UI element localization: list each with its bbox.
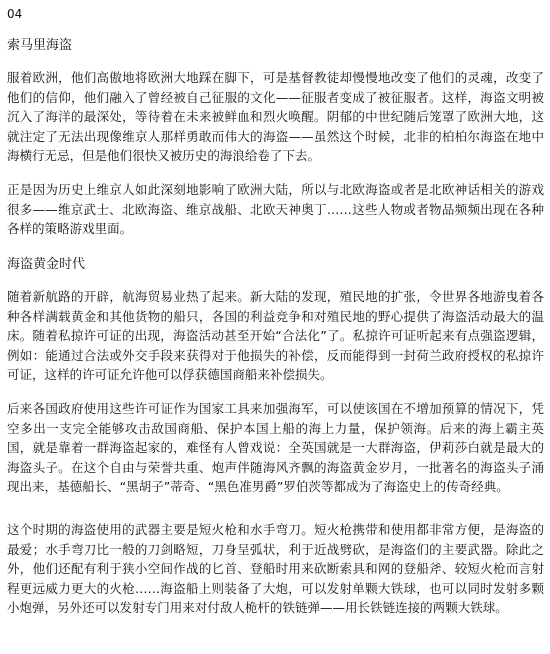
paragraph: 这个时期的海盗使用的武器主要是短火枪和水手弯刀。短火枪携带和使用都非常方便，是海盗的最爱；水手弯刀比一般的刀剑略短，刀身呈弧状，利于近战劈砍，是海盗们的主要武器。除此之外，他们还配有利于狭小空间作战的匕首、登船时用来砍断索具和网的登船斧、较短火枪而言射程更远威力更大的火枪……海盗船上则装备了大炮，可以发射单颗大铁球，也可以同时发射多颗小炮弹，另外还可以发射专门用来对付敌人桅杆的铁链弹——用长铁链连接的两颗大铁球。 <box>7 522 544 616</box>
section-heading-somali-pirates: 索马里海盗 <box>7 38 73 53</box>
paragraph: 后来各国政府使用这些许可证作为国家工具来加强海军，可以使该国在不增加预算的情况下，凭空多出一支完全能够攻击敌国商船、保护本国上船的海上力量，保护领海。后来的海上霸主英国，就是靠着一群海盗起家的，难怪有人曾戏说：全英国就是一大群海盗，伊莉莎白就是最大的海盗头子。在这个自由与荣誉共重、炮声伴随海风齐飘的海盗黄金岁月，一批著名的海盗头子涌现出来，基德船长、“黑胡子”蒂奇、“黑色准男爵”罗伯茨等都成为了海盗史上的传奇经典。 <box>7 401 544 495</box>
section-heading-golden-age: 海盗黄金时代 <box>7 257 86 272</box>
paragraph: 服着欧洲，他们高傲地将欧洲大地踩在脚下，可是基督教徒却慢慢地改变了他们的灵魂，改变了他们的信仰，他们融入了曾经被自己征服的文化——征服者变成了被征服者。这样，海盗文明被沉入了海洋的最深处，等待着在未来被鲜血和烈火唤醒。阴郁的中世纪随后笼罩了欧洲大地，这就注定了无法出现像维京人那样勇敢而伟大的海盗——虽然这个时候，北非的柏柏尔海盗在地中海横行无忌，但是他们很快又被历史的海浪给卷了下去。 <box>7 70 544 164</box>
paragraph: 随着新航路的开辟，航海贸易业热了起来。新大陆的发现，殖民地的扩张，令世界各地游曳着各种各样满载黄金和其他货物的船只，各国的利益竞争和对殖民地的野心提供了海盗活动最大的温床。随着私掠许可证的出现，海盗活动甚至开始“合法化”了。私掠许可证听起来有点强盗逻辑，例如：能通过合法或外交手段来获得对于他损失的补偿，反而能得到一封荷兰政府授权的私掠许可证，这样的许可证允许他可以俘获德国商船来补偿损失。 <box>7 289 544 383</box>
page-number: 04 <box>7 7 23 21</box>
paragraph: 正是因为历史上维京人如此深刻地影响了欧洲大陆，所以与北欧海盗或者是北欧神话相关的游戏很多——维京武士、北欧海盗、维京战船、北欧天神奥丁……这些人物或者物品频频出现在各种各样的策略游戏里面。 <box>7 182 544 237</box>
